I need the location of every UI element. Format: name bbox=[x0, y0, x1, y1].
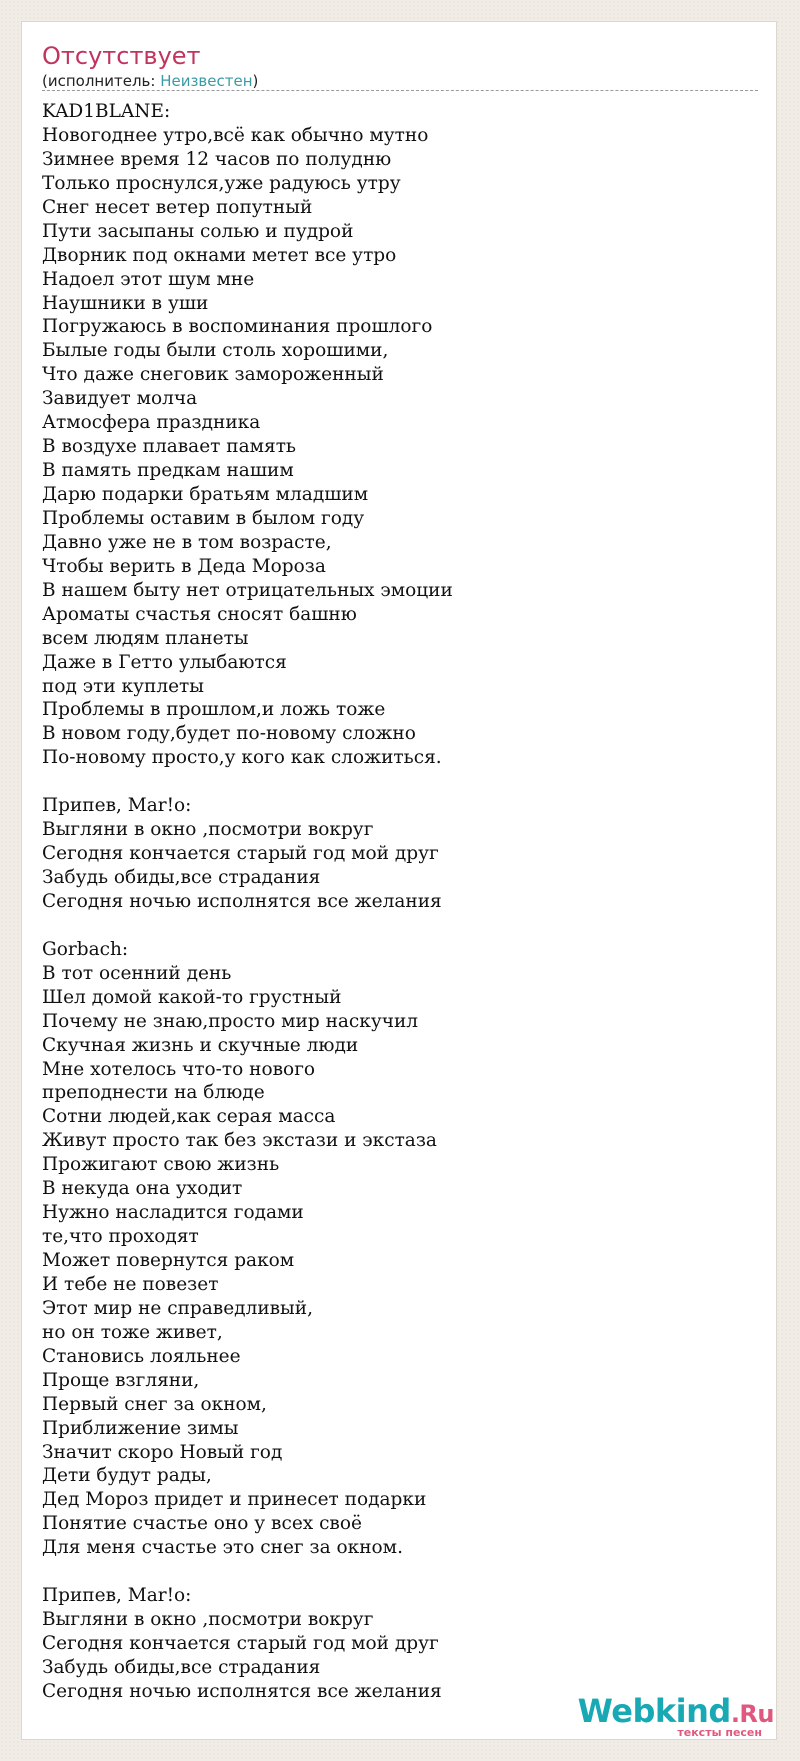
lyric-line: Сегодня ночью исполнятся все желания bbox=[42, 890, 442, 912]
lyric-line: те,что проходят bbox=[42, 1226, 199, 1248]
lyric-line: И тебе не повезет bbox=[42, 1273, 219, 1295]
lyric-line bbox=[42, 914, 762, 938]
lyric-line: Живут просто так без экстази и экстаза bbox=[42, 1130, 437, 1152]
song-title: Отсутствует bbox=[42, 42, 201, 70]
lyric-line: В нашем быту нет отрицательных эмоции bbox=[42, 579, 453, 601]
lyric-line: В некуда она уходит bbox=[42, 1178, 243, 1200]
lyric-line: Выгляни в окно ,посмотри вокруг bbox=[42, 1609, 374, 1631]
lyric-line: Выгляни в окно ,посмотри вокруг bbox=[42, 819, 374, 841]
webkind-watermark bbox=[574, 1693, 774, 1739]
lyric-line: под эти куплеты bbox=[42, 675, 204, 697]
lyric-line: Ароматы счастья сносят башню bbox=[42, 603, 357, 625]
lyric-line bbox=[42, 770, 762, 794]
title-divider bbox=[42, 90, 758, 91]
lyric-line: Новогоднее утро,всё как обычно мутно bbox=[42, 124, 429, 146]
lyric-line: В воздухе плавает память bbox=[42, 436, 297, 458]
lyric-line: Забудь обиды,все страдания bbox=[42, 867, 321, 888]
lyric-line: Понятие счастье оно у всех своё bbox=[42, 1513, 362, 1535]
lyric-line: Проблемы оставим в былом году bbox=[42, 507, 365, 529]
lyric-line: KAD1BLANE: bbox=[42, 101, 171, 122]
lyric-line: Забудь обиды,все страдания bbox=[42, 1656, 321, 1678]
watermark-tld: .Ru bbox=[730, 1700, 774, 1728]
lyric-line: Сегодня ночью исполнятся все желания bbox=[42, 1680, 442, 1702]
lyric-line: Былые годы были столь хорошими, bbox=[42, 340, 389, 362]
artist-link[interactable]: Неизвестен bbox=[160, 72, 253, 90]
lyric-line: Gorbach: bbox=[42, 938, 129, 960]
lyric-line: преподнести на блюде bbox=[42, 1082, 265, 1104]
watermark-brand: Webkind bbox=[577, 1692, 731, 1730]
lyric-line: Сотни людей,как серая масса bbox=[42, 1106, 336, 1128]
lyric-line: Проще взгляни, bbox=[42, 1369, 200, 1391]
lyric-line: Дед Мороз придет и принесет подарки bbox=[42, 1489, 427, 1511]
lyric-line: всем людям планеты bbox=[42, 627, 249, 649]
lyric-line: Давно уже не в том возрасте, bbox=[42, 531, 332, 553]
lyric-line: Надоел этот шум мне bbox=[42, 268, 255, 290]
lyric-line: Скучная жизнь и скучные люди bbox=[42, 1034, 359, 1056]
lyric-line: Дети будут рады, bbox=[42, 1465, 212, 1487]
lyric-line: Чтобы верить в Деда Мороза bbox=[42, 555, 326, 577]
lyric-line: Дарю подарки братьям младшим bbox=[42, 484, 369, 505]
lyric-line: Только проснулся,уже радуюсь утру bbox=[42, 172, 401, 194]
lyric-line: Наушники в уши bbox=[42, 292, 209, 314]
artist-prefix: (исполнитель: bbox=[42, 72, 161, 90]
lyric-line: В тот осенний день bbox=[42, 962, 232, 984]
lyric-line: Может повернутся раком bbox=[42, 1250, 295, 1271]
lyric-line: По-новому просто,у кого как сложиться. bbox=[42, 747, 442, 769]
lyric-line: Шел домой какой-то грустный bbox=[42, 986, 342, 1008]
lyric-line: Пути засыпаны солью и пудрой bbox=[42, 220, 354, 242]
lyric-line: Приближение зимы bbox=[42, 1417, 239, 1439]
lyric-line: Сегодня кончается старый год мой друг bbox=[42, 1633, 439, 1654]
lyric-line: Становись лояльнее bbox=[42, 1345, 241, 1367]
lyric-line bbox=[42, 1560, 762, 1584]
lyric-line: Мне хотелось что-то нового bbox=[42, 1058, 316, 1080]
lyric-line: Зимнее время 12 часов по полудню bbox=[42, 148, 392, 170]
artist-suffix: ) bbox=[252, 72, 259, 90]
lyric-line: Почему не знаю,просто мир наскучил bbox=[42, 1010, 419, 1032]
lyric-line: Припев, Mar!o: bbox=[42, 1585, 192, 1607]
watermark-subtitle: тексты песен bbox=[677, 1726, 762, 1739]
lyric-line: В память предкам нашим bbox=[42, 460, 294, 482]
lyric-line: Прожигают свою жизнь bbox=[42, 1154, 280, 1176]
lyrics-text bbox=[42, 100, 762, 1704]
lyric-line: Значит скоро Новый год bbox=[42, 1441, 283, 1463]
lyric-line: Для меня счастье это снег за окном. bbox=[42, 1537, 403, 1559]
lyric-line: Припев, Mar!o: bbox=[42, 795, 192, 817]
lyric-line: Сегодня кончается старый год мой друг bbox=[42, 843, 439, 865]
lyric-line: Первый снег за окном, bbox=[42, 1393, 267, 1415]
lyric-line: Нужно насладится годами bbox=[42, 1202, 304, 1224]
lyric-line: Снег несет ветер попутный bbox=[42, 196, 313, 218]
lyric-line: Что даже снеговик замороженный bbox=[42, 364, 384, 386]
lyric-line: Даже в Гетто улыбаются bbox=[42, 651, 287, 673]
lyric-line: Дворник под окнами метет все утро bbox=[42, 244, 397, 266]
lyric-line: Атмосфера праздника bbox=[42, 412, 261, 434]
lyric-line: Погружаюсь в воспоминания прошлого bbox=[42, 316, 433, 338]
lyric-line: Этот мир не справедливый, bbox=[42, 1297, 313, 1319]
lyric-line: Завидует молча bbox=[42, 388, 198, 410]
lyric-line: Проблемы в прошлом,и ложь тоже bbox=[42, 699, 386, 721]
artist-line bbox=[42, 71, 258, 91]
lyric-line: но он тоже живет, bbox=[42, 1321, 223, 1343]
lyric-line: В новом году,будет по-новому сложно bbox=[42, 723, 416, 745]
